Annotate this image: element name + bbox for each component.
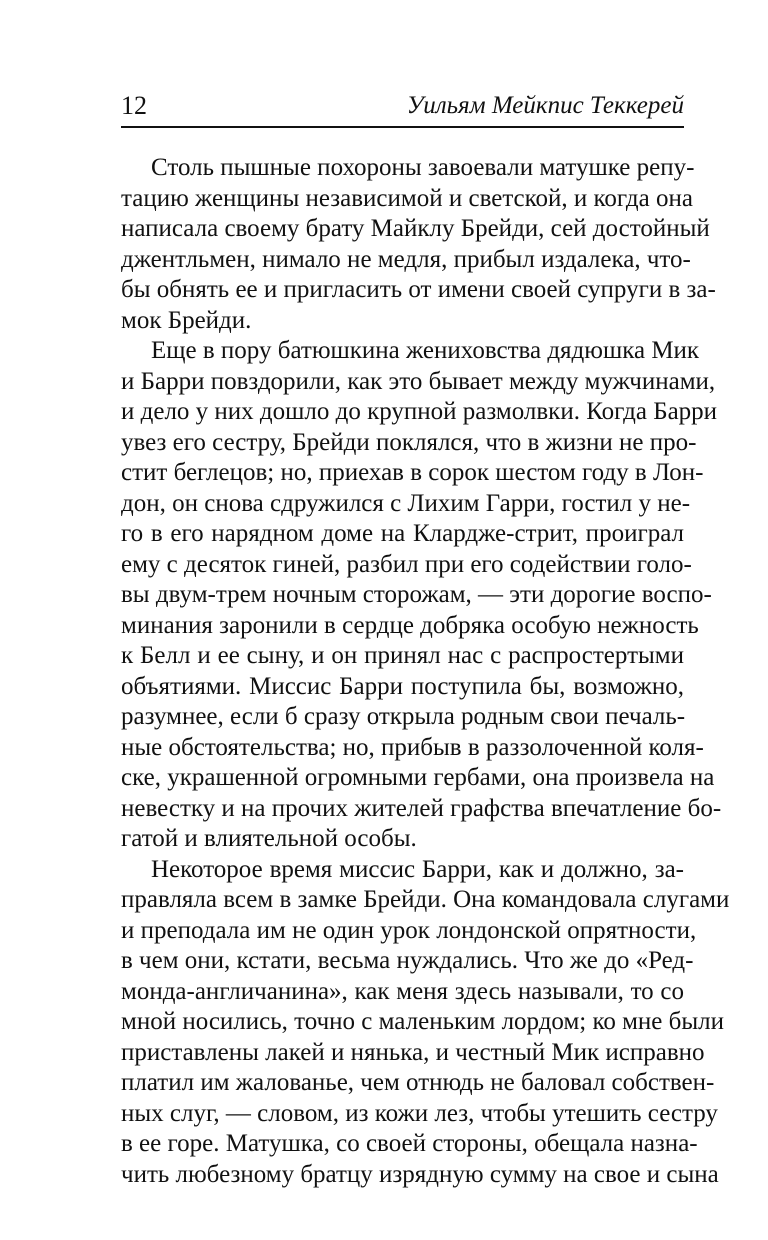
text-line: Еще в пору батюшкина жениховства дядюшка Мик	[151, 337, 700, 364]
page-number: 12	[121, 91, 147, 120]
running-head	[121, 90, 684, 128]
text-line: к Белл и ее сыну, и он принял нас с распростертыми	[121, 642, 684, 669]
text-line: в ее горе. Матушка, со своей стороны, обещала назна-	[121, 1130, 698, 1157]
text-line: ных слуг, — словом, из кожи лез, чтобы утешить сестру	[121, 1099, 718, 1127]
text-line: джентльмен, нимало не медля, прибыл издалека, что-	[121, 245, 691, 273]
text-line: Некоторое время миссис Барри, как и должно, за-	[151, 855, 684, 883]
text-line: объятиями. Миссис Барри поступила бы, возможно,	[121, 672, 684, 700]
text-line: приставлены лакей и нянька, и честный Мик исправно	[121, 1038, 705, 1066]
text-line: платил им жалованье, чем отнюдь не баловал собствен-	[121, 1069, 715, 1096]
text-line: ему с десяток гиней, разбил при его содействии голо-	[121, 550, 692, 578]
text-line: мной носились, точно с маленьким лордом; ко мне были	[121, 1008, 725, 1035]
text-line: разумнее, если б сразу открыла родным свои печаль-	[121, 703, 686, 730]
text-line: дон, он снова сдружился с Лихим Гарри, гостил у не-	[121, 489, 691, 517]
text-line: увез его сестру, Брейди поклялся, что в жизни не про-	[121, 428, 697, 456]
text-line: тацию женщины независимой и светской, и когда она	[121, 184, 693, 212]
text-line: и Барри повздорили, как это бывает между мужчинами,	[121, 367, 716, 395]
text-line: в чем они, кстати, весьма нуждались. Что же до «Ред-	[121, 947, 694, 974]
text-line: вы двум-трем ночным сторожам, — эти дорогие воспо-	[121, 581, 712, 608]
text-line: ные обстоятельства; но, прибыв в раззолоченной коля-	[121, 733, 704, 761]
text-line: мок Брейди.	[121, 306, 252, 334]
text-line: невестку и на прочих жителей графства впечатление бо-	[121, 794, 722, 822]
text-line: написала своему брату Майклу Брейди, сей достойный	[121, 215, 710, 242]
text-line: стит беглецов; но, приехав в сорок шестом году в Лон-	[121, 459, 704, 486]
text-line: минания заронили в сердце добряка особую нежность	[121, 611, 699, 639]
text-line: правляла всем в замке Брейди. Она командовала слугами	[121, 886, 730, 913]
text-line: и дело у них дошло до крупной размолвки. Когда Барри	[121, 398, 718, 425]
text-line: бы обнять ее и пригласить от имени своей супруги в за-	[121, 276, 716, 303]
paragraph-1	[121, 153, 716, 336]
paragraph-2	[121, 336, 722, 855]
running-title: Уильям Мейкпис Теккерей	[406, 92, 684, 119]
text-line: Столь пышные похороны завоевали матушке репу-	[151, 154, 695, 181]
text-line: чить любезному братцу изрядную сумму на свое и сына	[121, 1160, 719, 1188]
body-text	[121, 153, 730, 1190]
text-line: гатой и влиятельной особы.	[121, 825, 417, 852]
text-line: монда-англичанина», как меня здесь называли, то со	[121, 977, 684, 1005]
text-line: ске, украшенной огромными гербами, она произвела на	[121, 764, 715, 791]
text-line: го в его нарядном доме на Клардже-стрит, проиграл	[121, 520, 684, 547]
text-line: и преподала им не один урок лондонской опрятности,	[121, 916, 697, 944]
paragraph-3	[121, 855, 730, 1191]
